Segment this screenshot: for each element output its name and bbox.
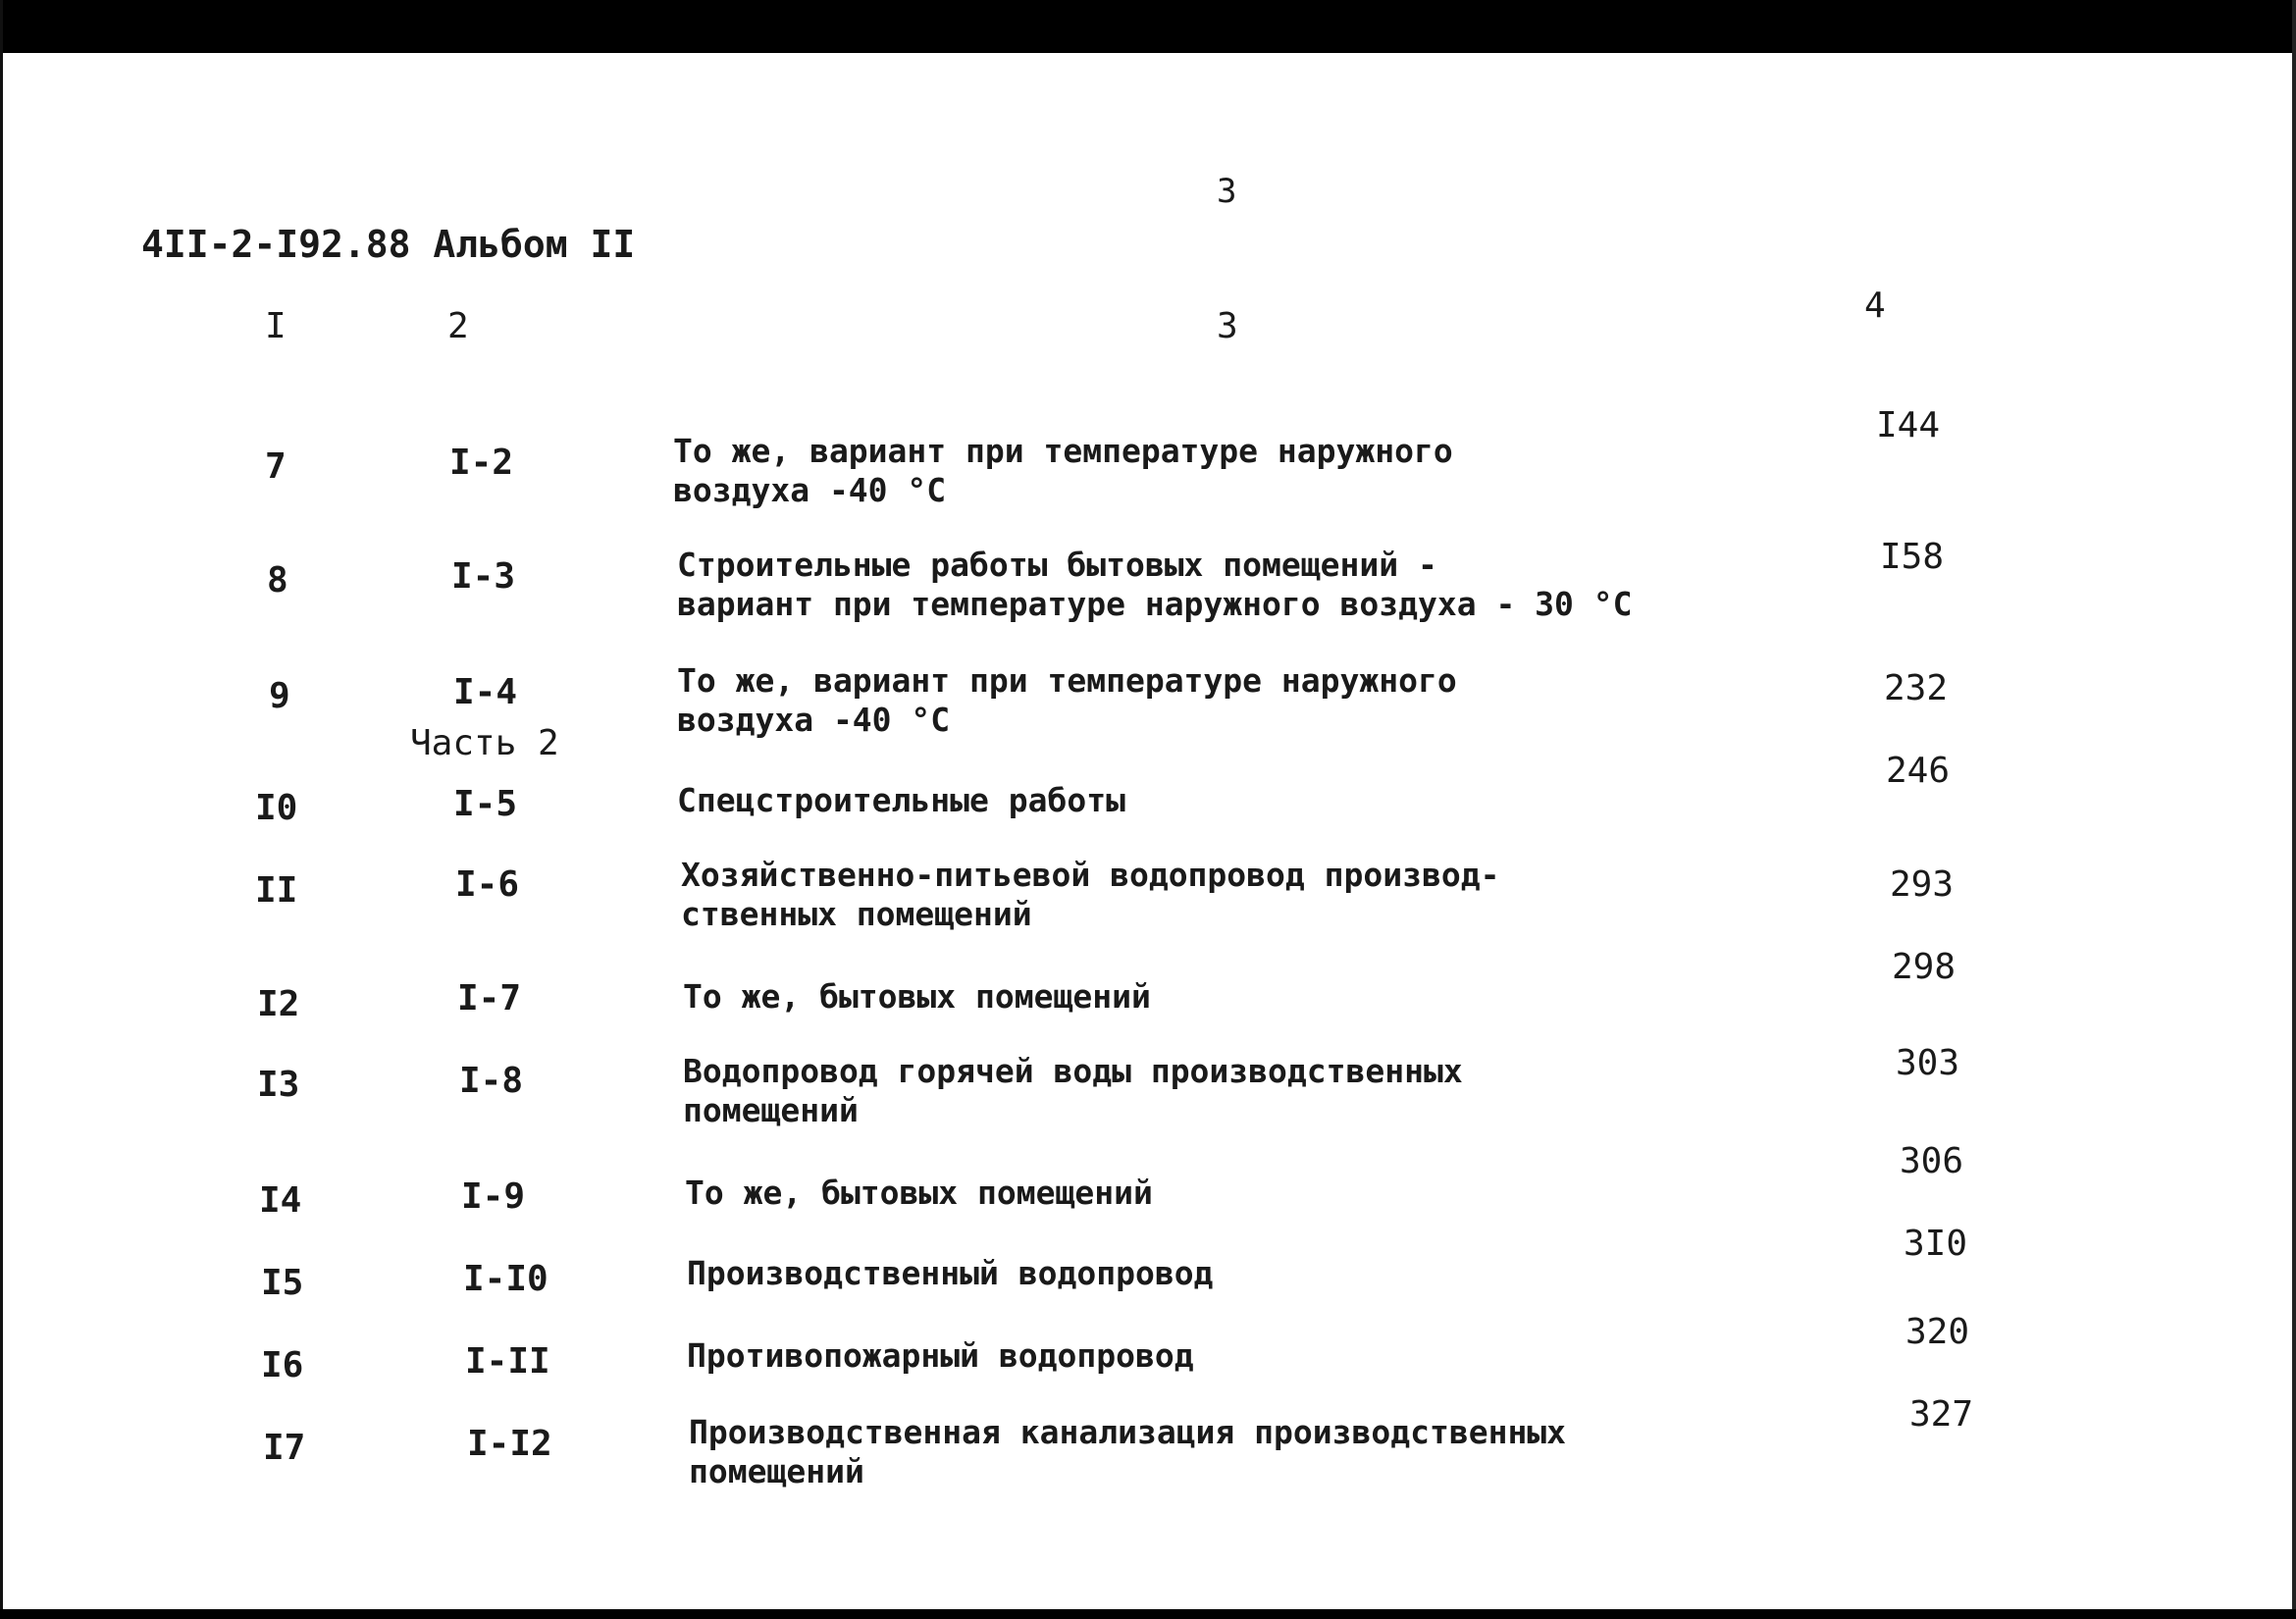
row-code: I-6: [455, 864, 520, 905]
row-code: I-II: [465, 1341, 550, 1382]
row-number: I3: [257, 1065, 300, 1105]
row-page: 327: [1909, 1394, 1974, 1435]
row-description: То же, бытовых помещений: [683, 977, 1151, 1016]
row-page: 3I0: [1904, 1224, 1968, 1264]
column-header-2: 2: [447, 306, 469, 346]
row-page: I58: [1880, 537, 1945, 577]
row-number: I2: [257, 984, 300, 1024]
scan-top-border: [0, 0, 2296, 53]
row-number: II: [255, 870, 298, 911]
column-header-3: 3: [1217, 306, 1238, 346]
row-page: 298: [1892, 947, 1957, 987]
row-number: I4: [259, 1180, 302, 1221]
row-page: 246: [1886, 751, 1951, 791]
row-description: Хозяйственно-питьевой водопровод производ- ственных помещений: [681, 856, 1500, 933]
row-page: 306: [1900, 1141, 1964, 1181]
row-number: 8: [267, 560, 288, 601]
row-code: I-2: [449, 443, 514, 483]
row-code: I-8: [459, 1061, 524, 1101]
row-page: 320: [1905, 1312, 1970, 1352]
document-code: 4II-2-I92.88 Альбом II: [141, 223, 636, 266]
row-description: Спецстроительные работы: [677, 781, 1125, 819]
page-number: 3: [1217, 172, 1237, 211]
row-page: I44: [1876, 405, 1941, 445]
row-description: То же, вариант при температуре наружного воздуха -40 °C: [677, 661, 1457, 739]
row-description: Противопожарный водопровод: [687, 1336, 1194, 1375]
row-description: Водопровод горячей воды производственных помещений: [683, 1052, 1463, 1129]
row-code: I-I2: [467, 1424, 552, 1464]
row-code: I-9: [461, 1176, 526, 1217]
row-code: I-5: [453, 784, 518, 824]
row-number: I7: [263, 1428, 306, 1468]
row-number: I6: [261, 1345, 304, 1385]
scan-right-border: [2292, 0, 2296, 1619]
scan-left-border: [0, 0, 3, 1619]
row-description: Строительные работы бытовых помещений - вариант при температуре наружного воздуха - 30 °C: [677, 546, 1633, 623]
row-page: 232: [1884, 668, 1949, 708]
row-number: I5: [261, 1263, 304, 1303]
row-code: I-7: [457, 978, 522, 1018]
row-description: Производственный водопровод: [687, 1254, 1214, 1292]
part-label: Часть 2: [410, 723, 559, 763]
row-description: Производственная канализация производственных помещений: [689, 1413, 1567, 1490]
row-code: I-3: [451, 556, 516, 597]
row-page: 293: [1890, 864, 1955, 905]
row-description: То же, бытовых помещений: [685, 1174, 1153, 1212]
scan-bottom-border: [0, 1609, 2296, 1619]
column-header-1: I: [265, 306, 287, 346]
row-number: I0: [255, 788, 298, 828]
row-number: 9: [269, 676, 290, 716]
row-description: То же, вариант при температуре наружного воздуха -40 °C: [673, 432, 1453, 509]
column-header-4: 4: [1864, 286, 1886, 326]
row-code: I-I0: [463, 1259, 548, 1299]
row-code: I-4: [453, 672, 518, 712]
row-page: 303: [1896, 1043, 1960, 1083]
row-number: 7: [265, 446, 287, 487]
